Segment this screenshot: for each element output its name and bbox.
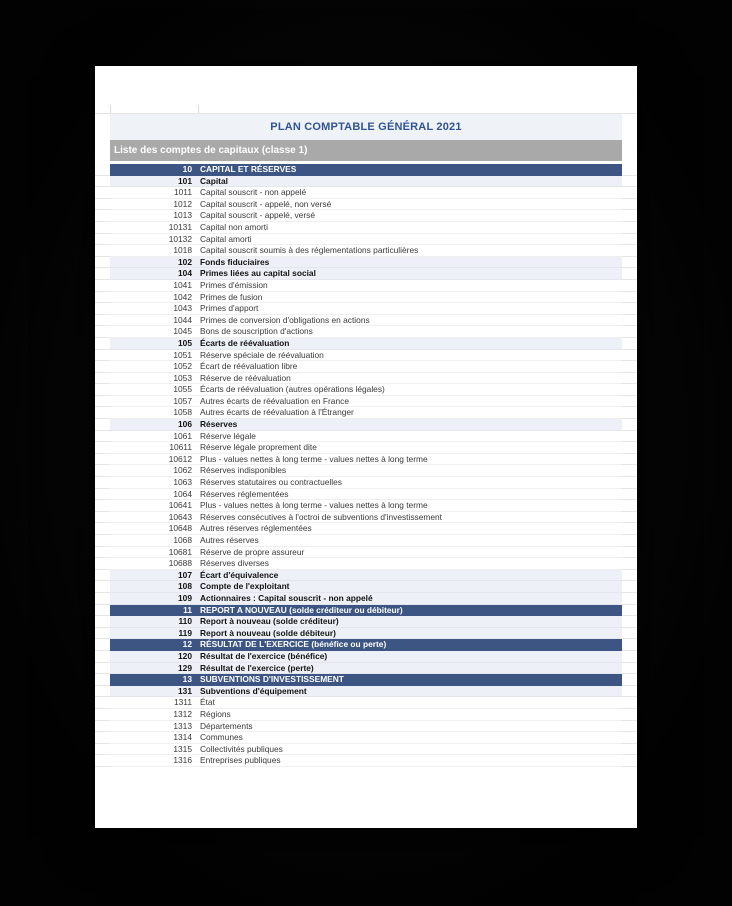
right-margin-cell: [622, 234, 637, 246]
right-margin-cell: [622, 547, 637, 559]
right-margin-cell: [622, 396, 637, 408]
account-label: Report à nouveau (solde créditeur): [196, 616, 622, 628]
left-margin-cell: [95, 361, 110, 373]
right-margin-cell: [622, 384, 637, 396]
left-margin-cell: [95, 651, 110, 663]
left-margin-cell: [95, 407, 110, 419]
left-margin-cell: [95, 396, 110, 408]
account-label: Primes de fusion: [196, 292, 622, 304]
right-margin-cell: [622, 176, 637, 188]
account-label: Réserves consécutives à l'octroi de subventions d'investissement: [196, 512, 622, 524]
account-label: Résultat de l'exercice (bénéfice): [196, 651, 622, 663]
table-row: [95, 187, 637, 199]
account-label: Fonds fiduciaires: [196, 257, 622, 269]
account-code: 109: [110, 593, 196, 605]
account-label: Réserve de propre assureur: [196, 547, 622, 559]
account-code: 10: [110, 164, 196, 176]
right-margin-cell: [622, 500, 637, 512]
table-row: [95, 280, 637, 292]
left-margin-cell: [95, 616, 110, 628]
left-margin-cell: [95, 477, 110, 489]
right-margin-cell: [622, 350, 637, 362]
account-label: Capital non amorti: [196, 222, 622, 234]
right-margin-cell: [622, 315, 637, 327]
account-code: 1062: [110, 465, 196, 477]
left-margin-cell: [95, 663, 110, 675]
account-label: Primes d'émission: [196, 280, 622, 292]
right-margin-cell: [622, 373, 637, 385]
left-margin-cell: [95, 605, 110, 617]
left-margin-cell: [95, 431, 110, 443]
right-margin-cell: [622, 686, 637, 698]
table-row: [95, 570, 637, 582]
table-row: [95, 686, 637, 698]
account-code: 1053: [110, 373, 196, 385]
document-title: PLAN COMPTABLE GÉNÉRAL 2021: [270, 121, 462, 133]
left-margin-cell: [95, 744, 110, 756]
account-label: Capital souscrit - appelé, versé: [196, 210, 622, 222]
account-code: 12: [110, 639, 196, 651]
account-code: 105: [110, 338, 196, 350]
right-margin-cell: [622, 210, 637, 222]
account-label: Réserves réglementées: [196, 489, 622, 501]
account-label: SUBVENTIONS D'INVESTISSEMENT: [196, 674, 622, 686]
account-label: Réserve de réévaluation: [196, 373, 622, 385]
table-row: [95, 732, 637, 744]
account-code: 1042: [110, 292, 196, 304]
account-code: 102: [110, 257, 196, 269]
account-label: Capital souscrit - non appelé: [196, 187, 622, 199]
account-label: Capital souscrit soumis à des réglementations particulières: [196, 245, 622, 257]
left-margin-cell: [95, 442, 110, 454]
left-margin-cell: [95, 581, 110, 593]
account-label: Réserves statutaires ou contractuelles: [196, 477, 622, 489]
left-margin-cell: [95, 338, 110, 350]
right-margin-cell: [622, 465, 637, 477]
account-label: Réserves: [196, 419, 622, 431]
left-margin-cell: [95, 268, 110, 280]
table-row: [95, 396, 637, 408]
account-code: 1068: [110, 535, 196, 547]
account-code: 1013: [110, 210, 196, 222]
account-label: Collectivités publiques: [196, 744, 622, 756]
left-margin-cell: [95, 315, 110, 327]
accounts-table: [95, 164, 637, 767]
account-label: Écart d'équivalence: [196, 570, 622, 582]
table-row: [95, 164, 637, 176]
right-margin-cell: [622, 558, 637, 570]
table-row: [95, 558, 637, 570]
left-margin-cell: [95, 326, 110, 338]
left-margin-cell: [95, 686, 110, 698]
left-margin-cell: [95, 384, 110, 396]
account-label: Primes de conversion d'obligations en actions: [196, 315, 622, 327]
table-row: [95, 477, 637, 489]
document-page: [95, 66, 637, 828]
right-margin-cell: [622, 303, 637, 315]
account-code: 10688: [110, 558, 196, 570]
account-label: Départements: [196, 721, 622, 733]
account-code: 10641: [110, 500, 196, 512]
account-code: 1011: [110, 187, 196, 199]
left-margin-cell: [95, 732, 110, 744]
table-row: [95, 581, 637, 593]
left-margin-cell: [95, 303, 110, 315]
right-margin-cell: [622, 570, 637, 582]
left-margin-cell: [95, 176, 110, 188]
account-label: REPORT A NOUVEAU (solde créditeur ou débiteur): [196, 605, 622, 617]
left-margin-cell: [95, 257, 110, 269]
account-code: 10132: [110, 234, 196, 246]
account-code: 104: [110, 268, 196, 280]
left-margin-cell: [95, 187, 110, 199]
table-row: [95, 663, 637, 675]
table-row: [95, 210, 637, 222]
table-row: [95, 384, 637, 396]
account-label: Écarts de réévaluation (autres opérations légales): [196, 384, 622, 396]
table-row: [95, 222, 637, 234]
account-code: 1312: [110, 709, 196, 721]
table-row: [95, 639, 637, 651]
account-code: 10648: [110, 523, 196, 535]
account-code: 1311: [110, 697, 196, 709]
account-label: Résultat de l'exercice (perte): [196, 663, 622, 675]
right-margin-cell: [622, 199, 637, 211]
account-code: 101: [110, 176, 196, 188]
account-code: 13: [110, 674, 196, 686]
left-margin-cell: [95, 489, 110, 501]
table-row: [95, 361, 637, 373]
left-margin-cell: [95, 245, 110, 257]
right-margin-cell: [622, 419, 637, 431]
account-code: 1313: [110, 721, 196, 733]
table-row: [95, 593, 637, 605]
account-code: 1045: [110, 326, 196, 338]
right-margin-cell: [622, 222, 637, 234]
left-margin-cell: [95, 558, 110, 570]
left-margin-cell: [95, 523, 110, 535]
left-margin-cell: [95, 721, 110, 733]
section-header-bar: [110, 140, 622, 161]
account-label: Autres écarts de réévaluation en France: [196, 396, 622, 408]
account-label: Bons de souscription d'actions: [196, 326, 622, 338]
account-code: 1055: [110, 384, 196, 396]
account-code: 1041: [110, 280, 196, 292]
account-code: 1064: [110, 489, 196, 501]
table-row: [95, 674, 637, 686]
account-label: État: [196, 697, 622, 709]
right-margin-cell: [622, 535, 637, 547]
account-label: Actionnaires : Capital souscrit - non appelé: [196, 593, 622, 605]
table-row: [95, 628, 637, 640]
right-margin-cell: [622, 616, 637, 628]
left-margin-cell: [95, 454, 110, 466]
right-margin-cell: [622, 605, 637, 617]
account-code: 120: [110, 651, 196, 663]
right-margin-cell: [622, 442, 637, 454]
account-code: 11: [110, 605, 196, 617]
account-code: 1018: [110, 245, 196, 257]
table-row: [95, 350, 637, 362]
left-margin-cell: [95, 222, 110, 234]
table-row: [95, 523, 637, 535]
account-code: 110: [110, 616, 196, 628]
account-label: Écart de réévaluation libre: [196, 361, 622, 373]
grid-tick: [110, 105, 111, 113]
right-margin-cell: [622, 721, 637, 733]
account-code: 131: [110, 686, 196, 698]
right-margin-cell: [622, 593, 637, 605]
table-row: [95, 744, 637, 756]
account-label: Capital souscrit - appelé, non versé: [196, 199, 622, 211]
account-label: Plus - values nettes à long terme - values nettes à long terme: [196, 454, 622, 466]
document-title-band: [110, 114, 622, 140]
right-margin-cell: [622, 674, 637, 686]
table-row: [95, 755, 637, 767]
table-row: [95, 326, 637, 338]
table-row: [95, 454, 637, 466]
left-margin-cell: [95, 755, 110, 767]
left-margin-cell: [95, 535, 110, 547]
right-margin-cell: [622, 639, 637, 651]
table-row: [95, 697, 637, 709]
account-label: RÉSULTAT DE L'EXERCICE (bénéfice ou perte): [196, 639, 622, 651]
right-margin-cell: [622, 326, 637, 338]
left-margin-cell: [95, 570, 110, 582]
table-row: [95, 605, 637, 617]
account-label: CAPITAL ET RÉSERVES: [196, 164, 622, 176]
right-margin-cell: [622, 755, 637, 767]
table-row: [95, 512, 637, 524]
account-label: Réserves indisponibles: [196, 465, 622, 477]
section-header-text: Liste des comptes de capitaux (classe 1): [114, 145, 308, 156]
account-code: 1063: [110, 477, 196, 489]
table-row: [95, 709, 637, 721]
account-label: Plus - values nettes à long terme - values nettes à long terme: [196, 500, 622, 512]
right-margin-cell: [622, 477, 637, 489]
left-margin-cell: [95, 280, 110, 292]
account-code: 1052: [110, 361, 196, 373]
account-code: 1012: [110, 199, 196, 211]
account-label: Écarts de réévaluation: [196, 338, 622, 350]
left-margin-cell: [95, 210, 110, 222]
account-code: 108: [110, 581, 196, 593]
account-code: 1061: [110, 431, 196, 443]
table-row: [95, 268, 637, 280]
account-code: 1314: [110, 732, 196, 744]
right-margin-cell: [622, 512, 637, 524]
right-margin-cell: [622, 245, 637, 257]
table-row: [95, 303, 637, 315]
right-margin-cell: [622, 489, 637, 501]
account-label: Autres réserves: [196, 535, 622, 547]
table-row: [95, 245, 637, 257]
account-code: 1043: [110, 303, 196, 315]
account-label: Réserve légale proprement dite: [196, 442, 622, 454]
account-label: Primes liées au capital social: [196, 268, 622, 280]
left-margin-cell: [95, 639, 110, 651]
table-row: [95, 373, 637, 385]
account-code: 1044: [110, 315, 196, 327]
account-code: 1058: [110, 407, 196, 419]
table-row: [95, 651, 637, 663]
account-label: Réserve spéciale de réévaluation: [196, 350, 622, 362]
account-label: Réserve légale: [196, 431, 622, 443]
account-code: 10612: [110, 454, 196, 466]
account-label: Capital amorti: [196, 234, 622, 246]
account-code: 1057: [110, 396, 196, 408]
right-margin-cell: [622, 407, 637, 419]
right-margin-cell: [622, 454, 637, 466]
right-margin-cell: [622, 744, 637, 756]
account-code: 1315: [110, 744, 196, 756]
left-margin-cell: [95, 547, 110, 559]
right-margin-cell: [622, 697, 637, 709]
table-row: [95, 407, 637, 419]
account-code: 10611: [110, 442, 196, 454]
left-margin-cell: [95, 292, 110, 304]
account-label: Subventions d'équipement: [196, 686, 622, 698]
table-row: [95, 315, 637, 327]
right-margin-cell: [622, 628, 637, 640]
account-code: 107: [110, 570, 196, 582]
right-margin-cell: [622, 581, 637, 593]
right-margin-cell: [622, 187, 637, 199]
right-margin-cell: [622, 651, 637, 663]
account-code: 10681: [110, 547, 196, 559]
account-label: Communes: [196, 732, 622, 744]
account-label: Compte de l'exploitant: [196, 581, 622, 593]
left-margin-cell: [95, 199, 110, 211]
left-margin-cell: [95, 697, 110, 709]
left-margin-cell: [95, 350, 110, 362]
left-margin-cell: [95, 419, 110, 431]
account-code: 129: [110, 663, 196, 675]
right-margin-cell: [622, 268, 637, 280]
table-row: [95, 442, 637, 454]
account-label: Régions: [196, 709, 622, 721]
table-row: [95, 500, 637, 512]
table-row: [95, 292, 637, 304]
right-margin-cell: [622, 338, 637, 350]
table-row: [95, 721, 637, 733]
account-code: 10131: [110, 222, 196, 234]
left-margin-cell: [95, 628, 110, 640]
account-label: Réserves diverses: [196, 558, 622, 570]
table-row: [95, 547, 637, 559]
table-row: [95, 535, 637, 547]
right-margin-cell: [622, 732, 637, 744]
right-margin-cell: [622, 663, 637, 675]
table-row: [95, 257, 637, 269]
account-code: 119: [110, 628, 196, 640]
right-margin-cell: [622, 280, 637, 292]
table-row: [95, 616, 637, 628]
table-row: [95, 419, 637, 431]
table-row: [95, 338, 637, 350]
right-margin-cell: [622, 257, 637, 269]
table-row: [95, 465, 637, 477]
right-margin-cell: [622, 523, 637, 535]
table-row: [95, 489, 637, 501]
left-margin-cell: [95, 164, 110, 176]
right-margin-cell: [622, 431, 637, 443]
left-margin-cell: [95, 373, 110, 385]
account-code: 106: [110, 419, 196, 431]
left-margin-cell: [95, 593, 110, 605]
left-margin-cell: [95, 465, 110, 477]
right-margin-cell: [622, 292, 637, 304]
right-margin-cell: [622, 709, 637, 721]
account-label: Primes d'apport: [196, 303, 622, 315]
account-label: Autres écarts de réévaluation à l'Étranger: [196, 407, 622, 419]
left-margin-cell: [95, 512, 110, 524]
account-label: Entreprises publiques: [196, 755, 622, 767]
account-code: 1316: [110, 755, 196, 767]
left-margin-cell: [95, 500, 110, 512]
account-label: Capital: [196, 176, 622, 188]
account-label: Autres réserves réglementées: [196, 523, 622, 535]
left-margin-cell: [95, 709, 110, 721]
table-row: [95, 431, 637, 443]
grid-tick: [198, 105, 199, 113]
right-margin-cell: [622, 361, 637, 373]
right-margin-cell: [622, 164, 637, 176]
account-code: 10643: [110, 512, 196, 524]
table-row: [95, 176, 637, 188]
account-code: 1051: [110, 350, 196, 362]
left-margin-cell: [95, 674, 110, 686]
table-row: [95, 234, 637, 246]
table-row: [95, 199, 637, 211]
left-margin-cell: [95, 234, 110, 246]
account-label: Report à nouveau (solde débiteur): [196, 628, 622, 640]
